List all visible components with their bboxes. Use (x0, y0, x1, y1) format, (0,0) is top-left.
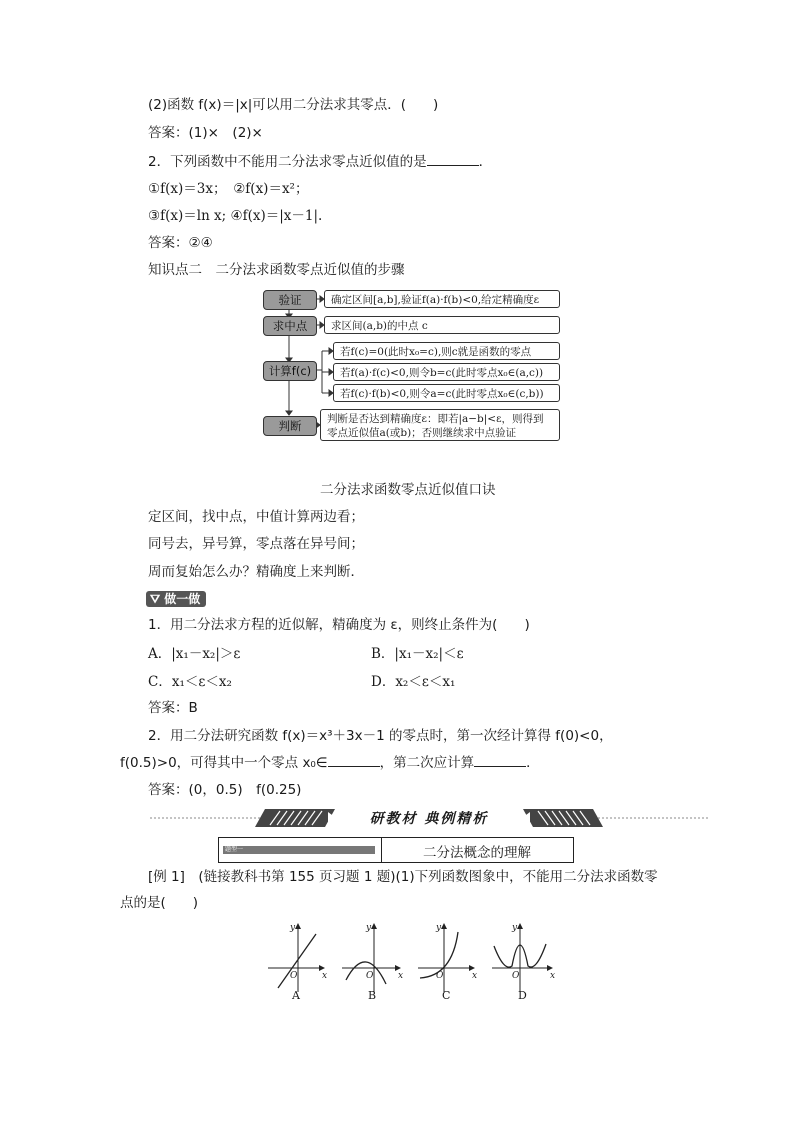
option-d: D．x₂＜ε＜x₁ (371, 674, 456, 690)
topic-title: 二分法概念的理解 (423, 845, 531, 861)
topic-box (218, 837, 574, 863)
rhyme-title: 二分法求函数零点近似值口诀 (320, 482, 496, 498)
svg-text:x: x (398, 971, 404, 981)
calc-case-1: 若f(c)=0(此时x₀=c),则c就是函数的零点 (333, 342, 560, 360)
graph-d (492, 924, 552, 992)
judge-line-2: 零点近似值a(或b)；否则继续求中点验证 (327, 427, 517, 439)
topic-tag-bar (223, 846, 375, 854)
graph-c (418, 924, 474, 992)
svg-text:y: y (436, 923, 442, 933)
practice-badge (146, 591, 206, 607)
graph-a (268, 924, 324, 992)
calc-case-3: 若f(c)·f(b)<0,则令a=c(此时零点x₀∈(c,b)) (333, 384, 560, 402)
svg-text:O: O (290, 971, 298, 981)
svg-text:x: x (472, 971, 478, 981)
chevron-down-icon: ⛛ (150, 592, 161, 606)
option-a: A．|x₁－x₂|＞ε (148, 646, 241, 662)
topic-tag: 题型一 (225, 846, 244, 853)
svg-text:y: y (512, 923, 518, 933)
calc-case-2: 若f(a)·f(c)<0,则令b=c(此时零点x₀∈(a,c)) (333, 363, 560, 381)
question-2-end: ． (478, 154, 493, 170)
answer-1: 答案：(1)× (2)× (148, 125, 263, 141)
svg-text:O: O (366, 971, 374, 981)
practice-q1: 1．用二分法求方程的近似解，精确度为 ε，则终止条件为( ) (148, 617, 530, 633)
step-judge: 判断 (263, 416, 317, 436)
practice-answer-1: 答案：B (148, 700, 198, 716)
verify-description: 确定区间[a,b],验证f(a)·f(b)<0,给定精确度ε (324, 290, 560, 308)
knowledge-point-2-heading: 知识点二 二分法求函数零点近似值的步骤 (148, 262, 405, 278)
function-graphs (262, 918, 562, 1002)
rhyme-line-2: 同号去，异号算，零点落在异号间； (148, 536, 364, 552)
step-verify: 验证 (263, 290, 317, 310)
rhyme-line-1: 定区间，找中点，中值计算两边看； (148, 509, 364, 525)
option-c: C．x₁＜ε＜x₂ (148, 674, 232, 690)
answer-blank-2 (474, 754, 526, 767)
graph-label-a: A (292, 989, 300, 1002)
answer-2: 答案：②④ (148, 235, 213, 251)
step-midpoint: 求中点 (263, 316, 317, 336)
example-1-line1: [例 1] (链接教科书第 155 页习题 1 题)(1)下列函数图象中，不能用二分法求函数零 (148, 869, 658, 885)
svg-text:x: x (550, 971, 556, 981)
svg-text:O: O (436, 971, 444, 981)
svg-text:O: O (512, 971, 520, 981)
answer-blank-1 (328, 754, 380, 767)
practice-badge-label: 做一做 (164, 592, 201, 606)
graph-label-d: D (518, 989, 527, 1002)
question-2-text: 2．下列函数中不能用二分法求零点近似值的是 (148, 154, 427, 170)
svg-text:y: y (366, 923, 372, 933)
practice-answer-2: 答案：(0，0.5) f(0.25) (148, 782, 302, 798)
practice-q2-text-c: ． (526, 755, 540, 771)
midpoint-description: 求区间(a,b)的中点 c (324, 316, 560, 334)
svg-text:x: x (322, 971, 328, 981)
question-2-options-a: ①f(x)＝3x； ②f(x)＝x²； (148, 181, 309, 197)
judge-question-2: (2)函数 f(x)＝|x|可以用二分法求其零点．( ) (148, 97, 439, 113)
practice-q2-line2 (120, 754, 540, 772)
rhyme-line-3: 周而复始怎么办？精确度上来判断． (148, 564, 364, 580)
practice-q2-line1: 2．用二分法研究函数 f(x)＝x³＋3x－1 的零点时，第一次经计算得 f(0)<0， (148, 728, 613, 744)
option-b: B．|x₁－x₂|＜ε (371, 646, 464, 662)
step-calculate: 计算f(c) (263, 361, 317, 381)
practice-q2-text-b: ，第二次应计算 (379, 755, 475, 771)
section-banner (150, 806, 708, 830)
banner-title: 研教材 典例精析 (369, 811, 489, 827)
judge-line-1: 判断是否达到精确度ε：即若|a−b|<ε，则得到 (327, 413, 544, 425)
graph-label-c: C (442, 989, 451, 1002)
svg-text:y: y (290, 923, 296, 933)
example-1-line2: 点的是( ) (120, 895, 199, 911)
practice-q2-text-a: f(0.5)>0，可得其中一个零点 x₀∈ (120, 755, 328, 771)
graph-label-b: B (368, 989, 377, 1002)
graph-b (342, 924, 400, 992)
question-2-options-b: ③f(x)＝ln x; ④f(x)＝|x－1|. (148, 208, 323, 224)
judge-description (320, 409, 560, 441)
